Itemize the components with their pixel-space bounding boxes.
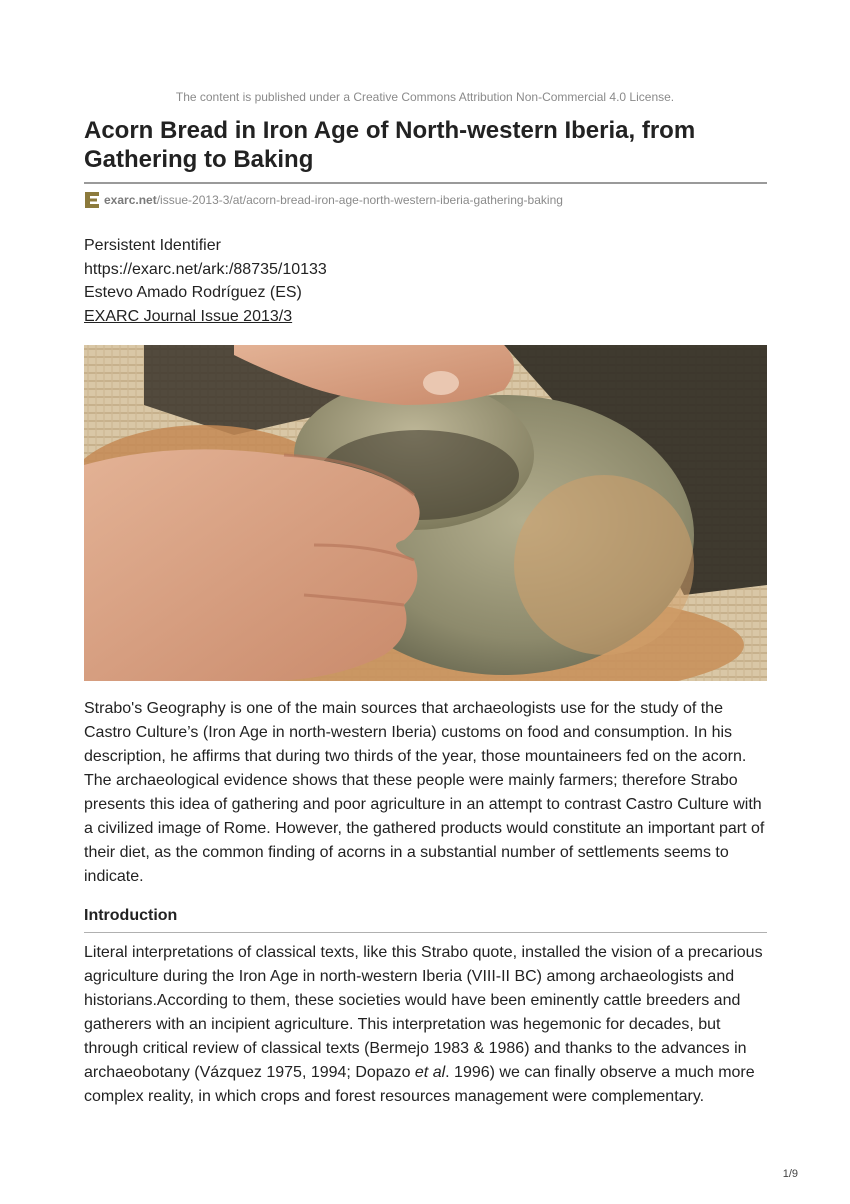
introduction-italic: et al bbox=[414, 1064, 446, 1081]
introduction-paragraph bbox=[84, 941, 767, 1109]
photo-illustration bbox=[84, 345, 767, 681]
abstract-paragraph: Strabo's Geography is one of the main sources that archaeologists use for the study of the Castro Culture’s (Iron Age in north-western Iberia) customs on food and consumption. In his description, he affirms that during two thirds of the year, those mountaineers fed on the acorn. The archaeological evidence shows that these people were mainly farmers; therefore Strabo presents this idea of gathering and poor agriculture in an attempt to contrast Castro Culture with a civilized image of Rome. However, the gathered products would constitute an important part of their diet, as the common finding of acorns in a substantial number of settlements seems to indicate. bbox=[84, 700, 765, 885]
introduction-heading: Introduction bbox=[84, 907, 178, 924]
hands-grinding-stone-photo bbox=[84, 345, 767, 681]
page-number: 1/9 bbox=[782, 1168, 798, 1180]
source-url-row[interactable] bbox=[84, 190, 767, 210]
exarc-e-logo-icon bbox=[84, 191, 100, 209]
title-divider bbox=[84, 182, 767, 184]
article-metadata bbox=[84, 234, 767, 328]
license-notice: The content is published under a Creative Commons Attribution Non-Commercial 4.0 License. bbox=[175, 90, 675, 104]
author: Estevo Amado Rodríguez (ES) bbox=[84, 284, 302, 301]
introduction-divider bbox=[84, 932, 767, 933]
introduction-text-part1: Literal interpretations of classical texts, like this Strabo quote, installed the vision of a precarious agriculture during the Iron Age in north-western Iberia (VIII-II BC) among archaeologists and historians.According to them, these societies would have been eminently cattle breeders and gatherers with an incipient agriculture. This interpretation was hegemonic for decades, but through critical review of classical texts (Bermejo 1983 & 1986) and thanks to the advances in archaeobotany (Vázquez 1975, 1994; Dopazo bbox=[84, 944, 763, 1081]
journal-issue-link[interactable]: EXARC Journal Issue 2013/3 bbox=[84, 307, 293, 325]
identifier-value: https://exarc.net/ark:/88735/10133 bbox=[84, 260, 327, 278]
identifier-label: Persistent Identifier bbox=[84, 237, 221, 254]
article-title: Acorn Bread in Iron Age of North-western Iberia, from Gathering to Baking bbox=[84, 117, 696, 173]
source-domain[interactable]: exarc.net bbox=[104, 193, 157, 207]
introduction-text-part2: . 1996) we can finally observe a much more complex reality, in which crops and forest resources management were complementary. bbox=[84, 1064, 755, 1105]
source-path[interactable]: /issue-2013-3/at/acorn-bread-iron-age-north-western-iberia-gathering-baking bbox=[156, 193, 563, 207]
source-url[interactable] bbox=[104, 191, 563, 209]
